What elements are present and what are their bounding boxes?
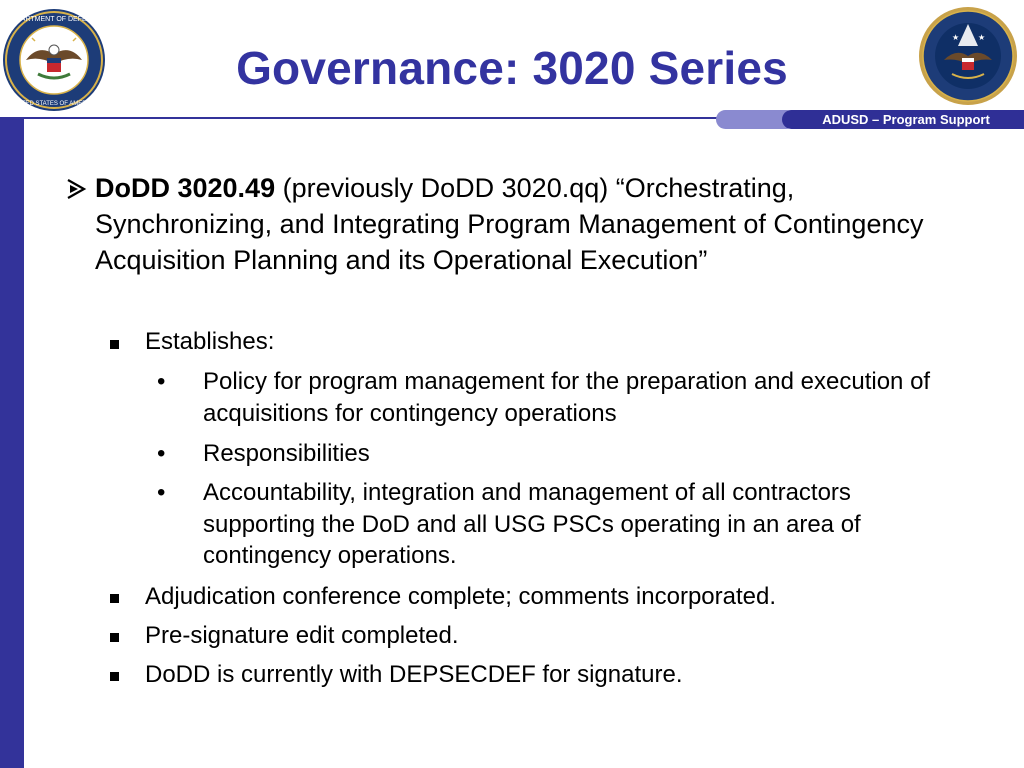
item-depsecdef: DoDD is currently with DEPSECDEF for signature. xyxy=(145,661,683,688)
directive-description: (previously DoDD 3020.qq) “Orchestrating, Synchronizing, and Integrating Program Management of Contingency Acquisition Planning and its Operational Execution” xyxy=(95,173,924,275)
slide-title: Governance: 3020 Series xyxy=(236,42,788,94)
establishes-label: Establishes: xyxy=(145,328,275,355)
item-pre-signature: Pre-signature edit completed. xyxy=(145,622,459,649)
svg-text:UNITED STATES OF AMERICA: UNITED STATES OF AMERICA xyxy=(11,101,97,107)
item-adjudication: Adjudication conference complete; comments incorporated. xyxy=(145,583,777,610)
square-bullet-icon xyxy=(110,594,119,603)
square-bullet-icon xyxy=(110,672,119,681)
directive-number: DoDD 3020.49 xyxy=(95,173,276,203)
banner-label: ADUSD – Program Support xyxy=(822,112,990,127)
svg-text:★: ★ xyxy=(978,33,986,42)
sub-item-policy: Policy for program management for the preparation and execution of acquisitions for contingency operations xyxy=(203,368,931,427)
square-bullet-icon xyxy=(110,633,119,642)
dot-bullet-icon: • xyxy=(157,440,166,467)
square-bullet-icon xyxy=(110,340,119,349)
dot-bullet-icon: • xyxy=(157,368,166,395)
sub-item-responsibilities: Responsibilities xyxy=(203,440,370,467)
svg-text:DEPARTMENT OF DEFENSE: DEPARTMENT OF DEFENSE xyxy=(6,16,102,23)
svg-text:★: ★ xyxy=(952,33,960,42)
bullet-dodd-3020-49 xyxy=(95,170,935,278)
sub-item-accountability: Accountability, integration and management of all contractors supporting the DoD and all USG PSCs operating in an area of contingency operations. xyxy=(203,479,861,569)
dot-bullet-icon: • xyxy=(157,479,166,506)
arrow-bullet-icon xyxy=(64,176,90,202)
